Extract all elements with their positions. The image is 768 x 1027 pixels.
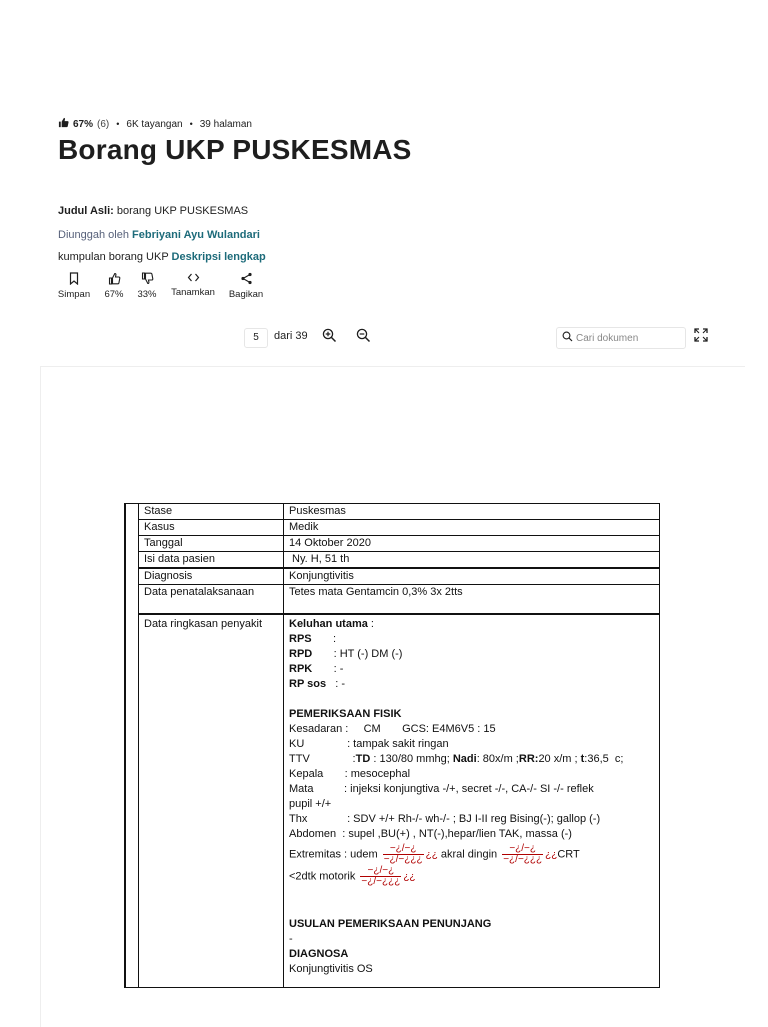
keluhan-label: Keluhan utama	[289, 618, 368, 630]
formula-fraction	[383, 844, 424, 865]
summary-cell	[284, 614, 660, 988]
thumbs-down-icon	[122, 272, 172, 285]
motorik-prefix: <2dtk motorik	[289, 870, 356, 883]
rr-value: 20 x/m ;	[538, 753, 581, 765]
document-stats	[58, 117, 252, 131]
row-value: Konjungtivitis	[284, 568, 660, 585]
borang-table	[124, 503, 660, 988]
zoom-in-icon	[322, 330, 337, 347]
row-value: Medik	[284, 520, 660, 536]
diagnosa-heading: DIAGNOSA	[289, 948, 349, 960]
full-description-link[interactable]: Deskripsi lengkap	[171, 251, 266, 263]
table-row	[125, 520, 660, 536]
view-count: 6K tayangan	[126, 118, 183, 130]
rpd-line	[289, 647, 654, 662]
usulan-heading: USULAN PEMERIKSAAN PENUNJANG	[289, 918, 492, 930]
share-icon	[221, 272, 271, 285]
page-of-total: dari 39	[274, 330, 308, 342]
embed-code-icon	[168, 272, 218, 283]
t-label: t	[580, 753, 585, 765]
t-value: :36,5 c;	[584, 753, 624, 765]
fraction-denominator: −¿/−¿¿¿	[361, 876, 401, 887]
search-input[interactable]: Cari dokumen	[576, 332, 639, 344]
fraction-numerator: −¿/−¿	[502, 844, 543, 855]
formula-tail: ¿¿	[403, 871, 416, 883]
row-label: Stase	[139, 504, 284, 520]
uploader-link[interactable]: Febriyani Ayu Wulandari	[132, 229, 260, 241]
dislike-percent: 33%	[137, 289, 157, 300]
rpd-value: : HT (-) DM (-)	[312, 648, 403, 660]
original-title-line	[58, 205, 248, 217]
thx-line: Thx : SDV +/+ Rh-/- wh-/- ; BJ I-II reg Bising(-); gallop (-)	[289, 813, 601, 825]
rpk-line	[289, 662, 654, 677]
row-value: Tetes mata Gentamcin 0,3% 3x 2tts	[284, 585, 660, 615]
rpd-label: RPD	[289, 648, 313, 660]
save-label: Simpan	[57, 289, 91, 300]
fraction-numerator: −¿/−¿	[383, 844, 424, 855]
rr-label: RR:	[518, 753, 539, 765]
separator-dot: •	[116, 119, 120, 129]
extremitas-prefix: Extremitas : udem	[289, 848, 378, 861]
embed-button[interactable]	[168, 272, 218, 298]
mata-line-cont: pupil +/+	[289, 798, 332, 810]
td-value: : 130/80 mmhg;	[370, 753, 453, 765]
rating-count: (6)	[97, 118, 110, 130]
nadi-label: Nadi	[452, 753, 477, 765]
keluhan-value: :	[367, 618, 374, 630]
ku-line: KU : tampak sakit ringan	[289, 738, 449, 750]
rps-line	[289, 632, 654, 647]
formula-tail: ¿¿	[545, 849, 558, 861]
diagnosa-value: Konjungtivitis OS	[289, 963, 373, 975]
rps-value: :	[311, 633, 337, 645]
ttv-line	[289, 752, 654, 767]
zoom-out-button[interactable]	[356, 328, 371, 348]
formula-fraction	[502, 844, 543, 865]
spacer	[289, 692, 654, 707]
rating-percent: 67%	[73, 118, 94, 130]
row-label: Diagnosis	[139, 568, 284, 585]
extremitas-line	[289, 844, 654, 865]
rps-label: RPS	[289, 633, 312, 645]
row-label: Kasus	[139, 520, 284, 536]
fraction-denominator: −¿/−¿¿¿	[503, 854, 543, 865]
table-row	[125, 568, 660, 585]
document-search[interactable]	[556, 327, 686, 349]
row-value: Ny. H, 51 th	[284, 552, 660, 569]
like-percent: 67%	[104, 289, 124, 300]
uploader-line	[58, 229, 260, 241]
rpk-value: : -	[312, 663, 344, 675]
page-number-input[interactable]: 5	[244, 328, 268, 348]
nadi-value: : 80x/m ;	[476, 753, 519, 765]
pemeriksaan-heading: PEMERIKSAAN FISIK	[289, 708, 402, 720]
table-margin-column	[125, 504, 139, 988]
fullscreen-button[interactable]	[694, 328, 708, 347]
rpsos-label: RP sos	[289, 678, 327, 690]
motorik-line	[289, 866, 654, 887]
description-text: kumpulan borang UKP	[58, 251, 169, 263]
share-button[interactable]	[221, 272, 271, 300]
fraction-denominator: −¿/−¿¿¿	[383, 854, 423, 865]
fraction-numerator: −¿/−¿	[360, 866, 401, 877]
search-icon	[557, 331, 576, 345]
formula-tail: ¿¿	[425, 849, 438, 861]
row-value: 14 Oktober 2020	[284, 536, 660, 552]
rpsos-line	[289, 677, 654, 692]
share-label: Bagikan	[228, 289, 264, 300]
kesadaran-line: Kesadaran : CM GCS: E4M6V5 : 15	[289, 723, 496, 735]
uploaded-by-label: Diunggah oleh	[58, 229, 129, 241]
mata-line: Mata : injeksi konjungtiva -/+, secret -/-, CA-/- SI -/- reflek	[289, 783, 594, 795]
embed-label: Tanamkan	[171, 287, 215, 298]
akral-text: akral dingin	[437, 848, 498, 861]
crt-text: CRT	[557, 848, 580, 861]
ttv-prefix: TTV :	[289, 753, 356, 765]
kepala-line: Kepala : mesocephal	[289, 768, 411, 780]
keluhan-line	[289, 617, 654, 632]
original-title-label: Judul Asli:	[58, 205, 114, 217]
formula-fraction	[360, 866, 401, 887]
page-title: Borang UKP PUSKESMAS	[58, 134, 412, 165]
table-row	[125, 614, 660, 988]
row-label: Tanggal	[139, 536, 284, 552]
dislike-button[interactable]	[122, 272, 172, 300]
description-line	[58, 251, 266, 263]
table-row	[125, 585, 660, 615]
zoom-in-button[interactable]	[322, 328, 337, 348]
row-label: Data ringkasan penyakit	[139, 614, 284, 988]
table-row	[125, 504, 660, 520]
separator-dot: •	[189, 119, 193, 129]
table-row	[125, 536, 660, 552]
td-label: TD	[355, 753, 371, 765]
abdomen-line: Abdomen : supel ,BU(+) , NT(-),hepar/lien TAK, massa (-)	[289, 828, 572, 840]
row-value: Puskesmas	[284, 504, 660, 520]
row-label: Data penatalaksanaan	[139, 585, 284, 615]
rpsos-value: : -	[326, 678, 346, 690]
page-count: 39 halaman	[199, 118, 252, 130]
table-row	[125, 552, 660, 569]
fullscreen-icon	[694, 329, 708, 346]
spacer	[289, 887, 654, 902]
rpk-label: RPK	[289, 663, 313, 675]
row-label: Isi data pasien	[139, 552, 284, 569]
thumbs-up-icon	[58, 117, 69, 131]
spacer	[289, 902, 654, 917]
original-title: borang UKP PUSKESMAS	[116, 205, 249, 217]
zoom-out-icon	[356, 330, 371, 347]
usulan-value: -	[289, 933, 293, 945]
